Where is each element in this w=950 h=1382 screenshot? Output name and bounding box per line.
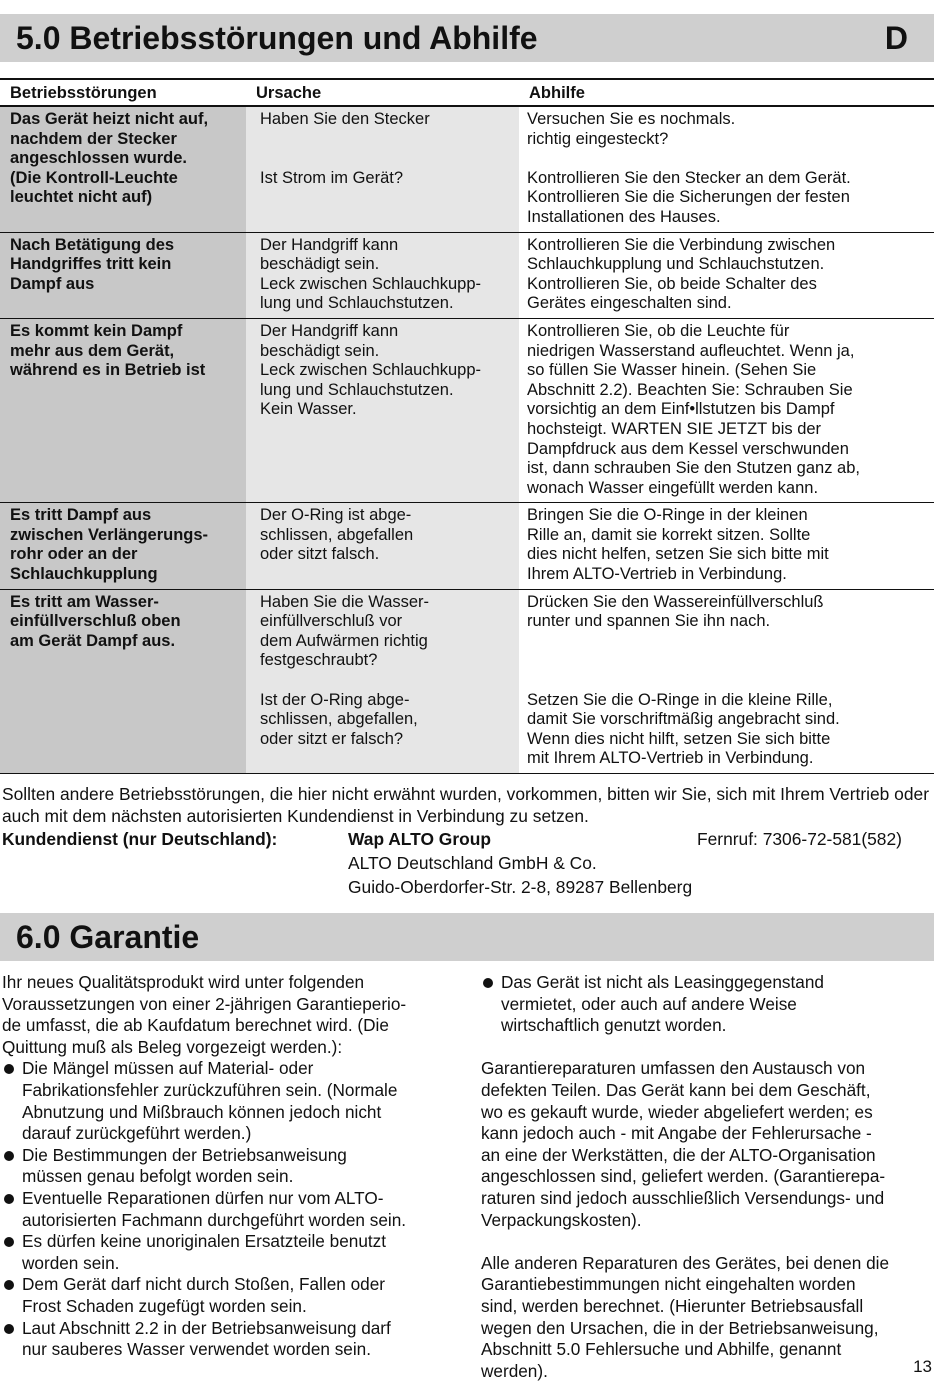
paragraph-line: kann jedoch auch - mit Angabe der Fehlerursache - [481,1123,872,1144]
problem-line: Schlauchkupplung [10,565,158,584]
table-row [0,232,934,318]
bullet-icon [4,1064,14,1074]
remedy-cell [519,232,934,318]
section-5-title: 5.0 Betriebsstörungen und Abhilfe [16,20,538,56]
intro-line: de umfasst, die ab Kaufdatum berechnet wird. (Die [2,1015,389,1036]
contact-note: Sollten andere Betriebsstörungen, die hier nicht erwähnt wurden, vorkommen, bitten wir Sie, sich mit Ihrem Vertrieb oder auch mit dem nächsten autorisierten Kundendienst in Verbindung zu setzen. [2,784,929,826]
service-address-line2: Guido-Oberdorfer-Str. 2-8, 89287 Bellenberg [348,877,693,897]
remedy-cell [519,106,934,232]
paragraph-line: Garantiebestimmungen nicht eingehalten worden [481,1274,856,1295]
paragraph-line: sind, werden berechnet. (Hierunter Betriebsausfall [481,1295,864,1316]
remedy-line: ist, dann schrauben Sie den Stutzen ganz ab, [527,459,860,478]
guarantee-condition-leasing [481,972,936,1037]
problem-line: zwischen Verlängerungs- [10,525,209,544]
remedy-line: Versuchen Sie es nochmals. [527,110,736,128]
cause-line: Ist der O-Ring abge- [260,690,410,709]
column-header-remedy: Abhilfe [519,79,934,106]
troubleshooting-table [0,78,934,774]
remedy-line: Abschnitt 2.2). Beachten Sie: Schrauben Sie [527,380,853,399]
guarantee-condition [2,1231,457,1274]
problem-line: angeschlossen wurde. [10,149,187,168]
remedy-line: Gerätes eingeschalten sind. [527,294,732,313]
cause-cell [246,232,519,318]
guarantee-repairs-paragraph [481,1058,936,1231]
cause-cell [246,589,519,773]
condition-line: Das Gerät ist nicht als Leasinggegenstand [501,972,824,992]
guarantee-intro [2,972,457,1058]
problem-line: Es tritt Dampf aus [10,506,152,525]
problem-line: Es kommt kein Dampf [10,321,183,340]
problem-cell [0,589,246,773]
cause-cell [246,503,519,589]
table-row [0,503,934,589]
table-row [0,589,934,773]
cause-line: schlissen, abgefallen [260,525,414,544]
guarantee-right-column [481,972,936,1382]
condition-line: Frost Schaden zugefügt worden sein. [22,1295,307,1316]
remedy-cell [519,503,934,589]
problem-line: (Die Kontroll-Leuchte [10,168,178,187]
remedy-line: runter und spannen Sie ihn nach. [527,612,771,631]
guarantee-condition [2,1145,457,1188]
remedy-line: richtig eingesteckt? [527,129,669,148]
page-number: 13 [913,1357,932,1376]
remedy-line: damit Sie vorschriftmäßig angebracht sind. [527,710,840,729]
paragraph-line: raturen sind jedoch ausschließlich Versendungs- und [481,1187,885,1208]
remedy-cell [519,589,934,773]
cause-line: beschädigt sein. [260,255,380,274]
problem-cell [0,232,246,318]
guarantee-left-column [2,972,457,1361]
section-6-header [0,913,934,961]
intro-line: Quittung muß als Beleg vorgezeigt werden.): [2,1036,343,1057]
cause-line: Leck zwischen Schlauchkupp- [260,361,482,380]
condition-line: wirtschaftlich genutzt worden. [501,1015,727,1036]
paragraph-line: werden). [481,1360,548,1381]
problem-line: nachdem der Stecker [10,129,177,148]
cause-line: Leck zwischen Schlauchkupp- [260,274,482,293]
remedy-cell [519,318,934,502]
remedy-line: Drücken Sie den Wassereinfüllverschluß [527,592,824,611]
condition-line: Abnutzung und Mißbrauch können jedoch nicht [22,1101,382,1122]
problem-line: rohr oder an der [10,545,138,564]
service-phone: Fernruf: 7306-72-581(582) [697,829,902,849]
bullet-icon [4,1324,14,1334]
column-header-problem: Betriebsstörungen [0,79,246,106]
condition-line: nur sauberes Wasser verwendet worden sein. [22,1339,372,1360]
problem-line: Es tritt am Wasser- [10,592,159,611]
remedy-line [527,651,924,671]
remedy-line: Kontrollieren Sie die Verbindung zwischen [527,235,836,254]
bullet-icon [4,1194,14,1204]
problem-cell [0,318,246,502]
bullet-icon [4,1237,14,1247]
cause-line: lung und Schlauchstutzen. [260,294,454,313]
problem-line: einfüllverschluß oben [10,612,181,631]
cause-line [260,671,509,691]
remedy-line: Wenn dies nicht hilft, setzen Sie sich bitte [527,729,831,748]
intro-line: Ihr neues Qualitätsprodukt wird unter folgenden [2,972,365,992]
cause-line: Haben Sie die Wasser- [260,592,430,611]
column-header-cause: Ursache [246,79,519,106]
remedy-line: Kontrollieren Sie, ob beide Schalter des [527,274,817,293]
remedy-line: Bringen Sie die O-Ringe in der kleinen [527,506,808,525]
paragraph-line: Alle anderen Reparaturen des Gerätes, bei denen die [481,1252,890,1273]
condition-line: worden sein. [22,1252,120,1273]
remedy-line: Kontrollieren Sie die Sicherungen der festen [527,188,850,207]
cause-line: einfüllverschluß vor [260,612,403,631]
guarantee-condition [2,1058,457,1144]
condition-line: darauf zurückgeführt werden.) [22,1123,252,1144]
cause-line: festgeschraubt? [260,651,378,670]
problem-cell [0,106,246,232]
remedy-line: Dampfdruck aus dem Kessel verschwunden [527,439,849,458]
remedy-line: Kontrollieren Sie, ob die Leuchte für [527,321,790,340]
remedy-line: mit Ihrem ALTO-Vertrieb in Verbindung. [527,749,814,768]
problem-cell [0,503,246,589]
cause-line: dem Aufwärmen richtig [260,631,428,650]
cause-line [260,130,509,150]
table-header-row [0,79,934,106]
condition-line: Die Bestimmungen der Betriebsanweisung [22,1144,347,1165]
intro-line: Voraussetzungen von einer 2-jährigen Garantieperio- [2,993,407,1014]
remedy-line: dies nicht helfen, setzen Sie sich bitte mit [527,545,829,564]
service-address-line1: ALTO Deutschland GmbH & Co. [348,853,597,873]
guarantee-conditions-list [2,1058,457,1360]
paragraph-line: wegen den Ursachen, die in der Betriebsanweisung, [481,1317,879,1338]
problem-line: während es in Betrieb ist [10,361,206,380]
remedy-line: so füllen Sie Wasser hinein. (Sehen Sie [527,361,817,380]
remedy-line: Rille an, damit sie korrekt sitzen. Sollte [527,525,811,544]
remedy-line: wonach Wasser eingefüllt werden kann. [527,478,819,497]
remedy-line: vorsichtig an dem Einf•llstutzen bis Dampf [527,400,835,419]
cause-line: oder sitzt falsch. [260,545,380,564]
condition-line: Dem Gerät darf nicht durch Stoßen, Fallen oder [22,1274,386,1295]
problem-line: Das Gerät heizt nicht auf, [10,110,209,128]
problem-line: Dampf aus [10,274,95,293]
table-row [0,106,934,232]
guarantee-condition [2,1318,457,1361]
remedy-line: Kontrollieren Sie den Stecker an dem Gerät. [527,168,851,187]
cause-line [260,149,509,169]
paragraph-line: defekten Teilen. Das Gerät kann bei dem Geschäft, [481,1079,871,1100]
remedy-line: Ihrem ALTO-Vertrieb in Verbindung. [527,565,787,584]
cause-line: lung und Schlauchstutzen. [260,380,454,399]
cause-line: Der Handgriff kann [260,321,399,340]
cause-line: beschädigt sein. [260,341,380,360]
table-row [0,318,934,502]
remedy-line: hochsteigt. WARTEN SIE JETZT bis der [527,419,822,438]
condition-line: vermietet, oder auch auf andere Weise [501,993,797,1014]
cause-line: Der Handgriff kann [260,235,399,254]
bullet-icon [4,1151,14,1161]
condition-line: müssen genau befolgt worden sein. [22,1166,294,1187]
condition-line: Es dürfen keine unoriginalen Ersatzteile benutzt [22,1231,387,1252]
problem-line: mehr aus dem Gerät, [10,341,175,360]
remedy-line: Setzen Sie die O-Ringe in die kleine Rille, [527,690,833,709]
condition-line: Die Mängel müssen auf Material- oder [22,1058,314,1079]
problem-line: Nach Betätigung des [10,235,175,254]
paragraph-line: wo es gekauft wurde, wieder abgeliefert werden; es [481,1101,873,1122]
service-label: Kundendienst (nur Deutschland): [2,829,278,849]
remedy-line: Schlauchkupplung und Schlauchstutzen. [527,255,825,274]
cause-line: oder sitzt er falsch? [260,729,404,748]
condition-line: autorisierten Fachmann durchgeführt worden sein. [22,1209,407,1230]
condition-line: Eventuelle Reparationen dürfen nur vom ALTO- [22,1187,384,1208]
troubleshooting-rows [0,106,934,774]
remedy-line [527,632,924,652]
bullet-icon [483,978,493,988]
bullet-icon [4,1280,14,1290]
paragraph-line: Garantiereparaturen umfassen den Austausch von [481,1058,866,1079]
cause-cell [246,106,519,232]
remedy-line [527,149,924,169]
remedy-line: niedrigen Wasserstand aufleuchtet. Wenn ja, [527,341,855,360]
remedy-line [527,671,924,691]
remedy-line: Installationen des Hauses. [527,207,721,226]
condition-line: Fabrikationsfehler zurückzuführen sein. (Normale [22,1079,398,1100]
cause-line: Ist Strom im Gerät? [260,168,404,187]
problem-line: Handgriffes tritt kein [10,255,172,274]
paragraph-line: Verpackungskosten). [481,1209,642,1230]
guarantee-condition [2,1188,457,1231]
problem-line: am Gerät Dampf aus. [10,631,176,650]
cause-line: Kein Wasser. [260,400,357,419]
paragraph-line: angeschlossen sind, geliefert werden. (Garantierepa- [481,1166,886,1187]
section-6-title: 6.0 Garantie [16,919,200,955]
cause-line: Der O-Ring ist abge- [260,506,412,525]
cause-line: Haben Sie den Stecker [260,110,430,128]
problem-line: leuchtet nicht auf) [10,188,153,207]
cause-line: schlissen, abgefallen, [260,710,418,729]
paragraph-line: Abschnitt 5.0 Fehlersuche und Abhilfe, genannt [481,1339,842,1360]
cause-cell [246,318,519,502]
condition-line: Laut Abschnitt 2.2 in der Betriebsanweisung darf [22,1317,391,1338]
service-company: Wap ALTO Group [348,829,491,849]
language-marker: D [884,20,908,56]
paragraph-line: an eine der Werkstätten, die der ALTO-Organisation [481,1144,876,1165]
section-5-header [0,14,934,62]
other-repairs-paragraph [481,1253,936,1382]
guarantee-condition [2,1274,457,1317]
